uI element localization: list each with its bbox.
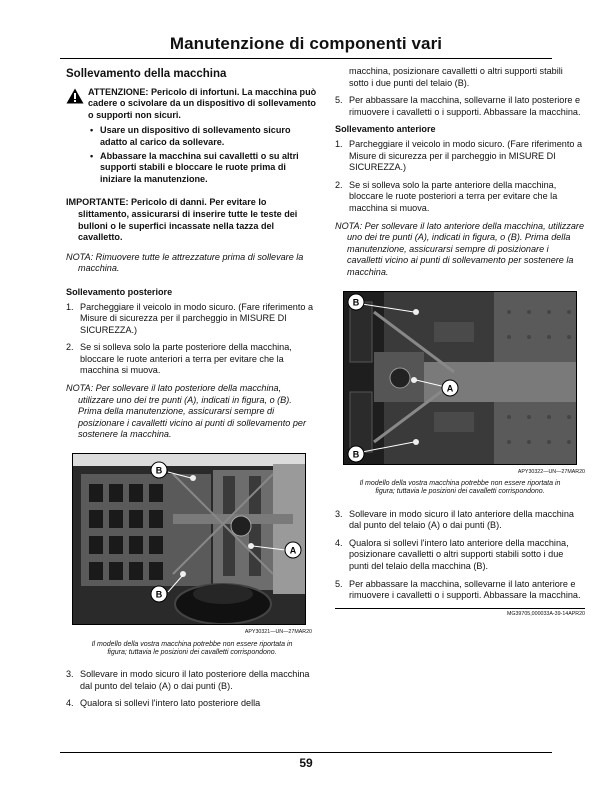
warning-bullet-list bbox=[88, 125, 318, 185]
warning-triangle-icon bbox=[66, 88, 84, 104]
front-steps-list-continued bbox=[335, 509, 585, 602]
front-note: NOTA: Per sollevare il lato anteriore della macchina, utilizzare uno dei tre punti (A), indicati in figura, o (B). Prima della manutenzione, assicurarsi sempre di posizionare i cavalletti vicino ai punti di sollevamento per sostenere la macchina. bbox=[335, 220, 585, 277]
step-number: 5. bbox=[335, 578, 343, 589]
callout-label-a: A bbox=[289, 545, 297, 556]
step-text: Parcheggiare il veicolo in modo sicuro. (Fare riferimento a Misure di sicurezza per il parcheggio in MISURE DI SICUREZZA.) bbox=[80, 301, 314, 335]
warning-text: ATTENZIONE: Pericolo di infortuni. La macchina può cadere o scivolare da un dispositivo di sollevamento o supporti non sicuri. bbox=[88, 86, 317, 120]
callout-label-b: B bbox=[155, 465, 163, 476]
step-text: Qualora si sollevi l'intero lato anteriore della macchina, posizionare cavalletti o altri supporti stabili sotto i due punti del telaio della macchina (B). bbox=[349, 537, 569, 572]
rear-underside-illustration bbox=[73, 454, 305, 624]
callout-label-b: B bbox=[155, 589, 163, 600]
footer-divider bbox=[60, 752, 552, 753]
front-lift-figure bbox=[343, 291, 577, 465]
figure-reference: APY30322—UN—27MAR20 bbox=[517, 468, 585, 475]
front-underside-illustration bbox=[344, 292, 576, 464]
rear-note: NOTA: Per sollevare il lato posteriore della macchina, utilizzare uno dei tre punti (A), indicati in figura, o (B). Prima della manutenzione, assicurarsi sempre di posizionare i cavalletti vicino ai punti di sollevamento per sostenere la macchina. bbox=[66, 383, 306, 440]
page-number: 59 bbox=[299, 756, 313, 770]
step-text: Sollevare in modo sicuro il lato posteriore della macchina dal punto del telaio (A) o dai punti (B). bbox=[80, 669, 310, 691]
step-number: 3. bbox=[335, 508, 343, 519]
figure-reference: APY30321—UN—27MAR20 bbox=[244, 629, 312, 636]
callout-label-b: B bbox=[352, 449, 360, 459]
figure-caption: Il modello della vostra macchina potrebbe non essere riportata in figura; tuttavia le posizioni dei cavalletti corrispondono. bbox=[359, 480, 561, 496]
step-text: Qualora si sollevi l'intero lato posteriore della bbox=[80, 698, 261, 709]
title-divider bbox=[60, 58, 552, 59]
front-lifting-heading: Sollevamento anteriore bbox=[335, 124, 436, 135]
document-reference: MG39705,000033A-39-14APR20 bbox=[506, 610, 585, 617]
step-number: 5. bbox=[335, 95, 343, 106]
step-number: 3. bbox=[66, 669, 74, 680]
step-text: Parcheggiare il veicolo in modo sicuro. (Fare riferimento a Misure di sicurezza per il parcheggio in MISURE DI SICUREZZA.) bbox=[349, 138, 583, 173]
step-text: Se si solleva solo la parte anteriore della macchina, bloccare le ruote posteriori a terra per evitare che la macchina si muova. bbox=[349, 179, 558, 213]
warning-bullet: • Usare un dispositivo di sollevamento sicuro adatto al carico da sollevare. bbox=[100, 125, 318, 148]
left-column bbox=[66, 66, 318, 716]
step-text: Se si solleva solo la parte posteriore della macchina, bloccare le ruote anteriori a terra per evitare che la macchina si muova. bbox=[80, 342, 292, 376]
rear-lifting-heading: Sollevamento posteriore bbox=[66, 286, 173, 297]
callout-label-b: B bbox=[352, 297, 360, 307]
continued-step-text: macchina, posizionare cavalletti o altri supporti stabili sotto i due punti del telaio (B). bbox=[349, 66, 563, 88]
step-number: 4. bbox=[335, 537, 343, 548]
warning-block bbox=[66, 87, 318, 186]
callout-label-a: A bbox=[446, 383, 454, 393]
step-item bbox=[335, 180, 585, 215]
step-text: Sollevare in modo sicuro il lato anteriore della macchina dal punto del telaio (A) o dai punti (B). bbox=[349, 508, 574, 531]
step-item bbox=[335, 139, 585, 174]
warning-bullet: • Abbassare la macchina sui cavalletti o su altri supporti stabili e bloccare le ruote prima di iniziare la manutenzione. bbox=[100, 151, 318, 186]
step-item bbox=[66, 698, 318, 710]
step-item bbox=[335, 95, 585, 118]
step-number: 2. bbox=[66, 342, 74, 353]
step-item bbox=[66, 669, 318, 692]
step-item bbox=[66, 302, 318, 337]
page-title: Manutenzione di componenti vari bbox=[169, 34, 443, 53]
rear-step-5-list bbox=[335, 95, 585, 118]
right-column bbox=[335, 66, 585, 620]
rear-steps-list bbox=[66, 302, 318, 378]
section-heading: Sollevamento della macchina bbox=[66, 68, 227, 80]
step-number: 1. bbox=[335, 138, 343, 149]
step-item bbox=[335, 509, 585, 532]
figure-caption: Il modello della vostra macchina potrebbe non essere riportata in figura; tuttavia le posizioni dei cavalletti corrispondono. bbox=[91, 640, 293, 656]
rear-steps-list-continued bbox=[66, 669, 318, 710]
step-number: 1. bbox=[66, 301, 74, 312]
rear-lift-figure bbox=[72, 453, 306, 625]
important-notice: IMPORTANTE: Pericolo di danni. Per evitare lo slittamento, assicurarsi di inserire tutte le teste dei bulloni o le superfici incassate nella tazza del cavalletto. bbox=[66, 197, 298, 243]
step-item bbox=[335, 538, 585, 573]
note-attachments: NOTA: Rimuovere tutte le attrezzature prima di sollevare la macchina. bbox=[66, 251, 304, 274]
step-item bbox=[335, 579, 585, 602]
front-steps-list bbox=[335, 139, 585, 215]
step-text: Per abbassare la macchina, sollevarne il lato posteriore e rimuovere i cavalletti o i supporti. Abbassare la macchina. bbox=[349, 95, 581, 117]
step-item bbox=[66, 342, 318, 377]
step-text: Per abbassare la macchina, sollevarne il lato anteriore e rimuovere i cavalletti o i supporti. Abbassare la macchina. bbox=[349, 578, 581, 601]
step-number: 2. bbox=[335, 179, 343, 190]
step-number: 4. bbox=[66, 698, 74, 709]
